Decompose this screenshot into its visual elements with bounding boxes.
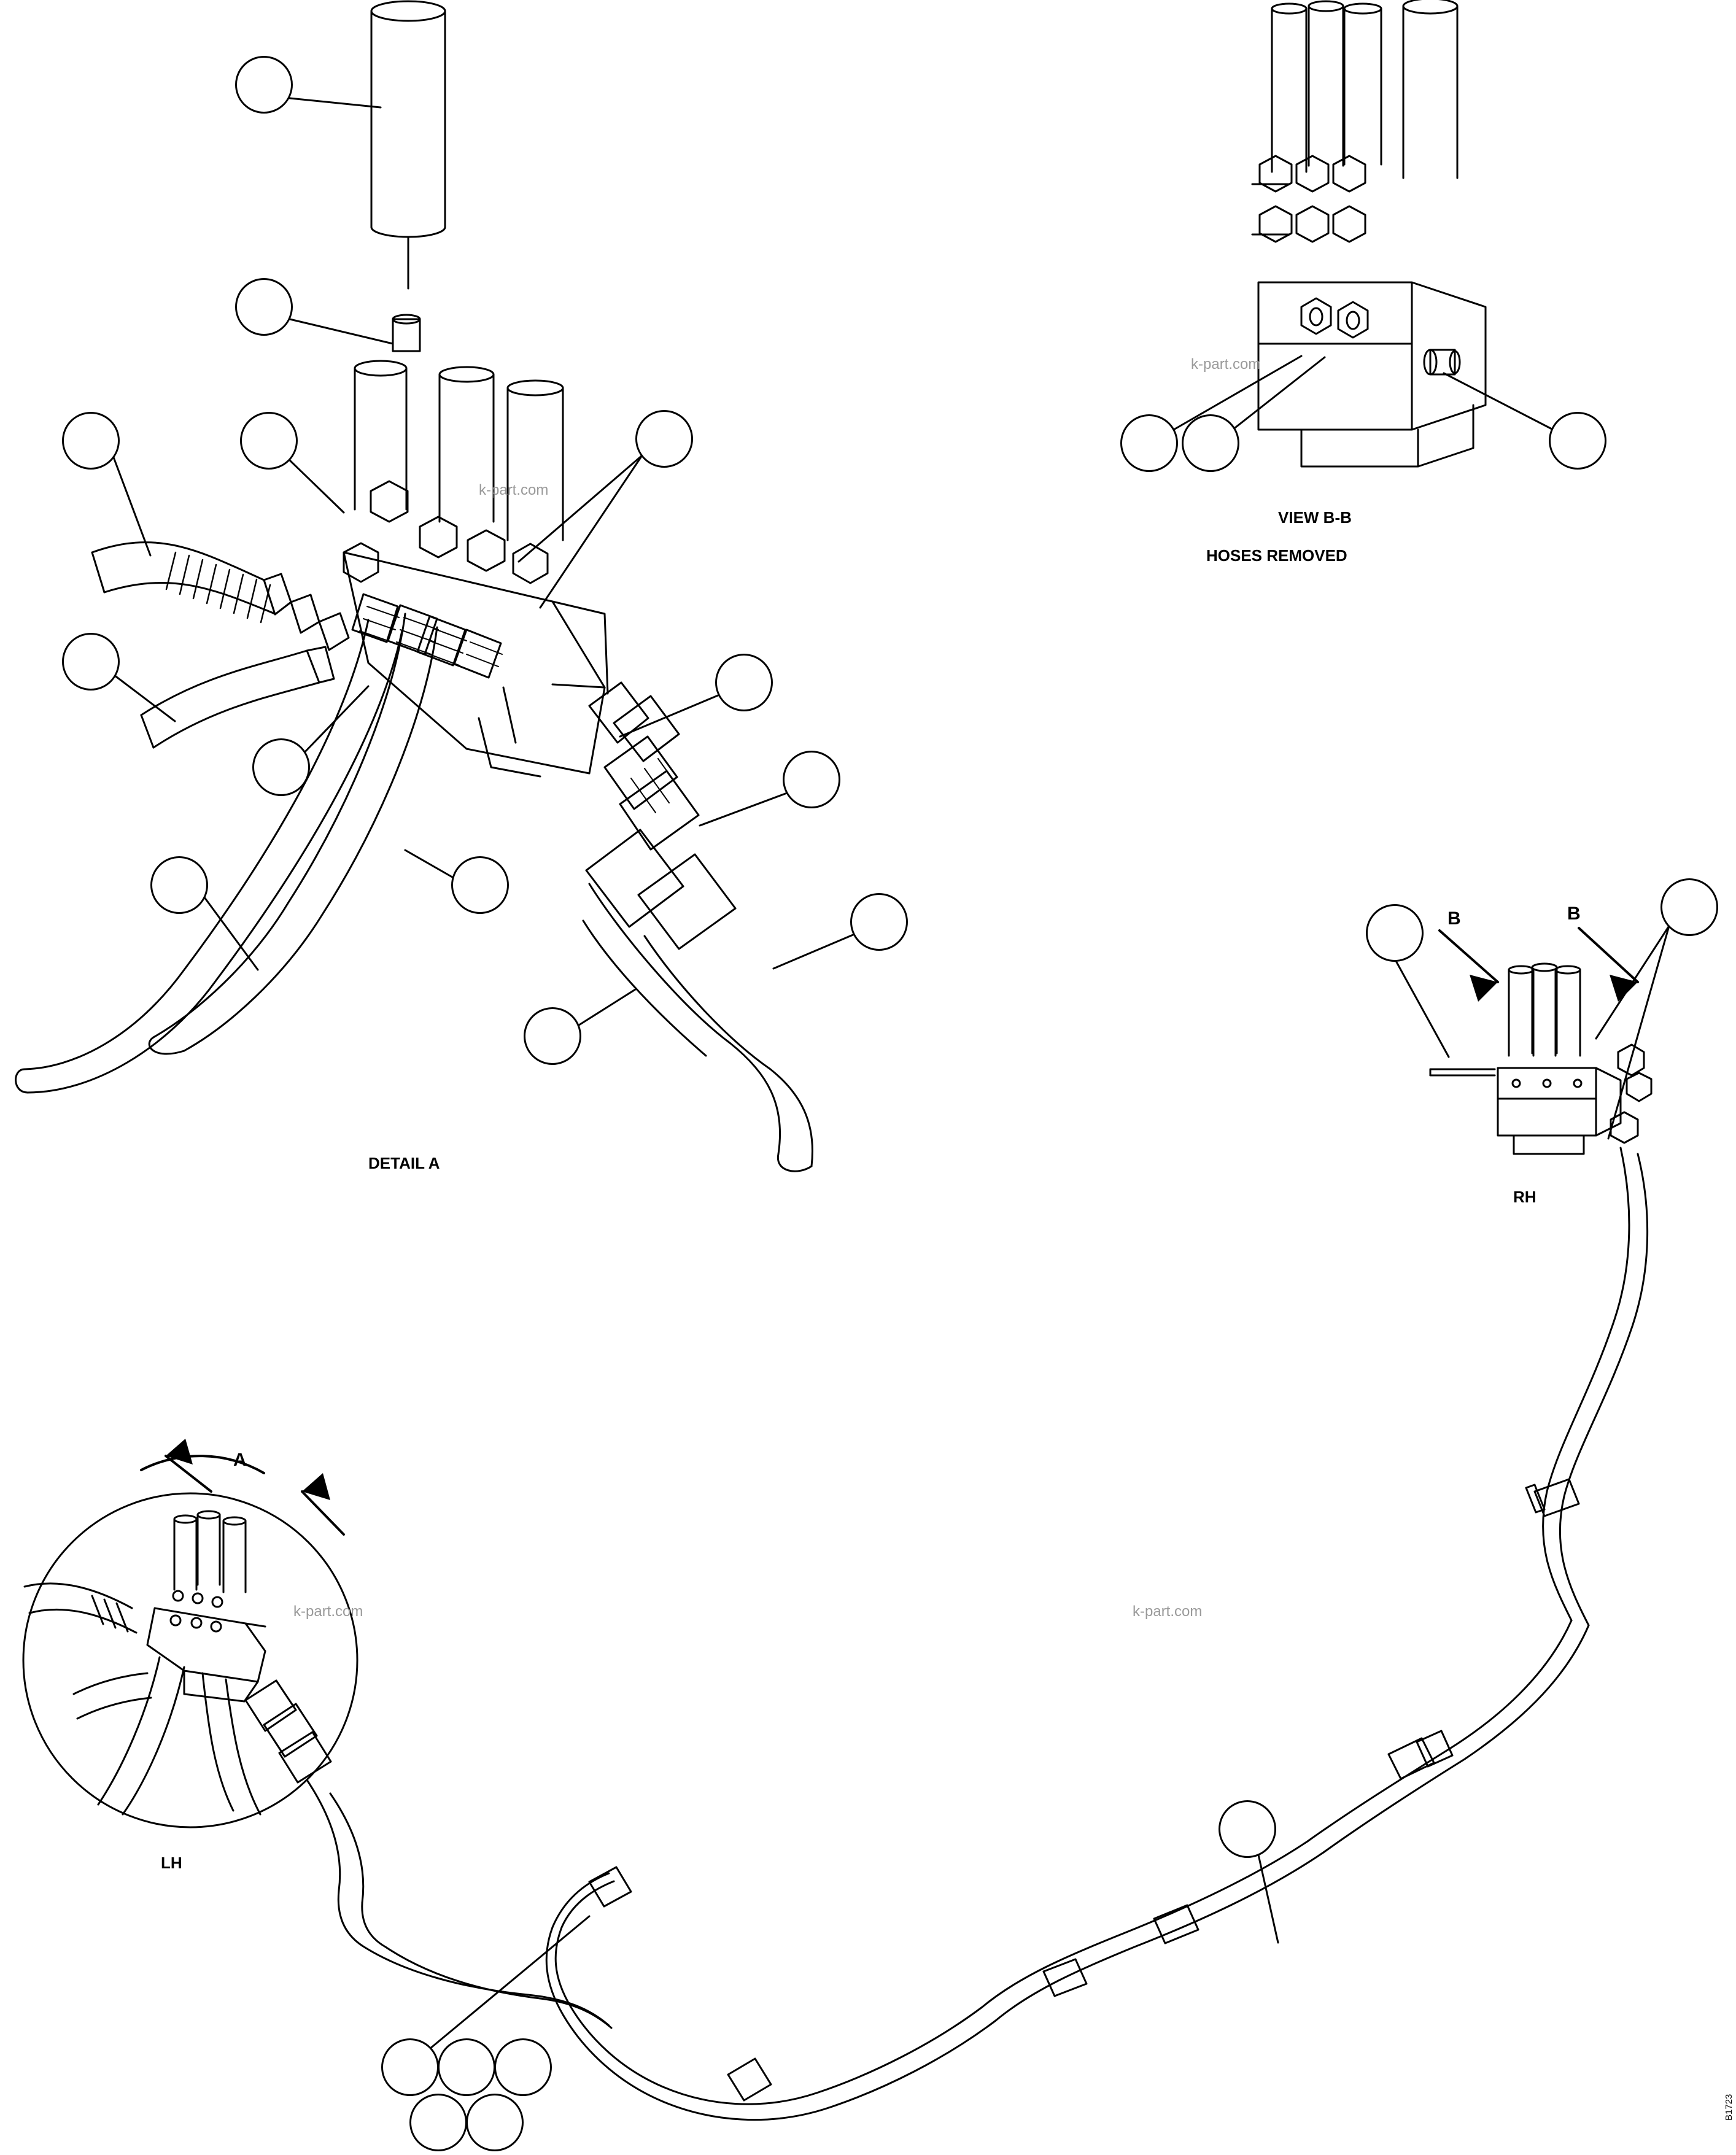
callout-1-leader: [290, 98, 381, 107]
watermark-lh: k-part.com: [293, 1603, 363, 1620]
detail-a-caption: DETAIL A: [368, 1154, 440, 1172]
callout-19[interactable]: [1219, 1800, 1276, 1858]
callout-16-leader: [1444, 373, 1553, 430]
callout-11[interactable]: [783, 751, 840, 808]
detail-a-top-cylinder: [371, 1, 445, 288]
section-arrow-heads: [166, 975, 1638, 1500]
callout-12-leader: [773, 934, 854, 969]
callout-7-leader: [302, 686, 368, 755]
callout-3-leader: [114, 457, 150, 555]
callout-4-leader: [289, 459, 344, 513]
callout-3[interactable]: [62, 412, 120, 470]
hoses-removed-caption: HOSES REMOVED: [1206, 546, 1347, 565]
callout-12[interactable]: [850, 893, 908, 951]
rh-assembly: [546, 964, 1651, 2120]
watermark-view-bb: k-part.com: [1191, 356, 1261, 373]
detail-a-valve-assembly: [16, 315, 813, 1171]
callout-16[interactable]: [1549, 412, 1606, 470]
callout-2-leader: [290, 319, 393, 344]
callout-23[interactable]: [409, 2094, 467, 2151]
view-bb-caption: VIEW B-B: [1278, 508, 1352, 527]
rh-caption: RH: [1513, 1188, 1536, 1206]
section-mark-b-right: B: [1567, 903, 1581, 924]
drawing-number: B1723: [1724, 2094, 1734, 2121]
callout-19-leader: [1258, 1855, 1278, 1943]
view-bb-assembly: [1252, 0, 1486, 466]
callout-6[interactable]: [62, 633, 120, 691]
lh-caption: LH: [161, 1854, 182, 1872]
section-arrows: [141, 928, 1638, 1534]
callout-2[interactable]: [235, 278, 293, 336]
callout-13[interactable]: [524, 1007, 581, 1065]
callout-24[interactable]: [466, 2094, 524, 2151]
callout-17-leader: [1395, 959, 1449, 1057]
callout-4[interactable]: [240, 412, 298, 470]
callout-9-leader: [405, 850, 455, 879]
callout-18b-leader: [1608, 928, 1668, 1139]
callout-14[interactable]: [1120, 414, 1178, 472]
callout-5[interactable]: [635, 410, 693, 468]
watermark-center: k-part.com: [1133, 1603, 1203, 1620]
hose-clamps: [589, 1479, 1579, 2100]
callout-6-leader: [114, 675, 175, 721]
callout-21[interactable]: [438, 2038, 495, 2096]
callout-5-leader: [519, 455, 642, 562]
callout-1[interactable]: [235, 56, 293, 114]
section-mark-b-left: B: [1447, 908, 1461, 929]
callout-18-leader: [1596, 927, 1668, 1039]
callout-8[interactable]: [150, 856, 208, 914]
callout-13-leader: [577, 989, 635, 1026]
callout-11-leader: [700, 793, 787, 826]
watermark-detail-a: k-part.com: [479, 482, 549, 498]
callout-10[interactable]: [715, 654, 773, 711]
lh-detail-circle: [23, 1493, 611, 2028]
callout-5b-leader: [540, 455, 642, 608]
callout-9[interactable]: [451, 856, 509, 914]
callout-15[interactable]: [1182, 414, 1239, 472]
callout-leader-lines: [114, 98, 1668, 2049]
section-mark-a: A: [233, 1450, 247, 1470]
callout-20[interactable]: [381, 2038, 439, 2096]
callout-7[interactable]: [252, 738, 310, 796]
callout-18[interactable]: [1660, 878, 1718, 936]
callout-22[interactable]: [494, 2038, 552, 2096]
callout-17[interactable]: [1366, 904, 1424, 962]
